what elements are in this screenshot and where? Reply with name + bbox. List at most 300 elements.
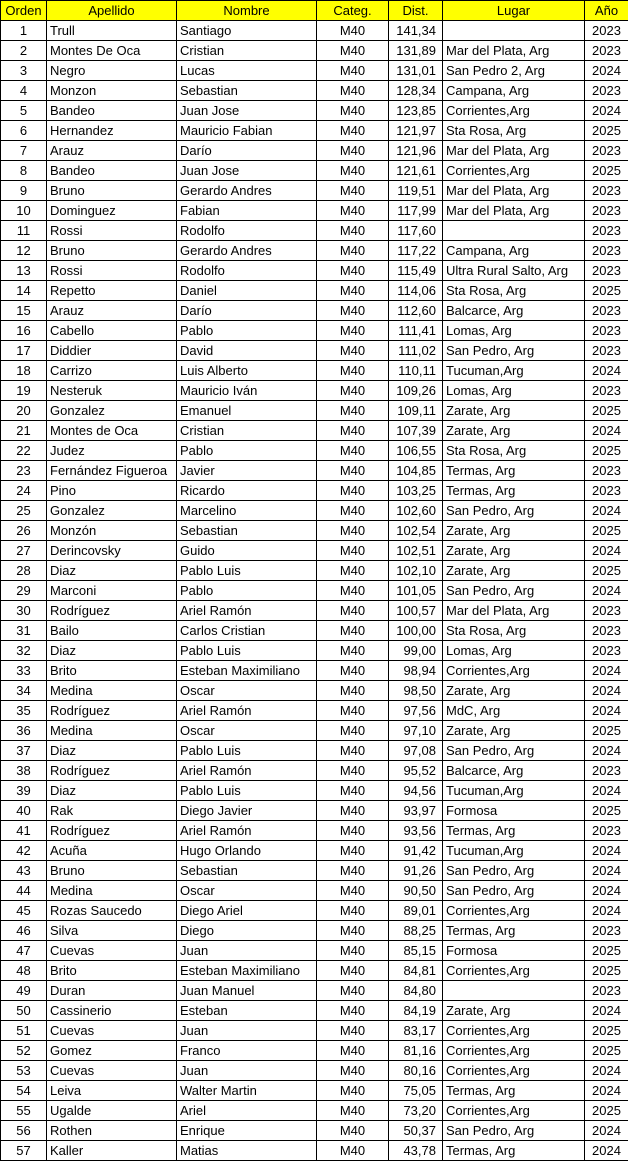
cell-orden: 31 [1, 621, 47, 641]
cell-lugar: Corrientes,Arg [443, 1061, 585, 1081]
cell-categ: M40 [317, 821, 389, 841]
cell-lugar: San Pedro, Arg [443, 501, 585, 521]
cell-anio: 2025 [585, 941, 628, 961]
cell-anio: 2023 [585, 201, 628, 221]
cell-anio: 2025 [585, 441, 628, 461]
cell-dist: 110,11 [389, 361, 443, 381]
cell-lugar: Balcarce, Arg [443, 301, 585, 321]
table-row [1, 761, 628, 781]
cell-nombre: Esteban [177, 1001, 317, 1021]
cell-apellido: Diaz [47, 641, 177, 661]
cell-dist: 75,05 [389, 1081, 443, 1101]
cell-apellido: Medina [47, 881, 177, 901]
table-row [1, 421, 628, 441]
cell-orden: 11 [1, 221, 47, 241]
cell-anio: 2024 [585, 541, 628, 561]
table-row [1, 21, 628, 41]
cell-apellido: Rodríguez [47, 761, 177, 781]
cell-categ: M40 [317, 561, 389, 581]
cell-lugar: Campana, Arg [443, 241, 585, 261]
cell-anio: 2023 [585, 141, 628, 161]
cell-apellido: Dominguez [47, 201, 177, 221]
cell-apellido: Brito [47, 961, 177, 981]
cell-lugar: Mar del Plata, Arg [443, 601, 585, 621]
cell-apellido: Medina [47, 681, 177, 701]
cell-orden: 3 [1, 61, 47, 81]
cell-apellido: Rossi [47, 221, 177, 241]
cell-nombre: Darío [177, 301, 317, 321]
table-row [1, 1141, 628, 1161]
cell-anio: 2023 [585, 41, 628, 61]
cell-lugar: Corrientes,Arg [443, 961, 585, 981]
cell-dist: 84,80 [389, 981, 443, 1001]
cell-lugar: Corrientes,Arg [443, 161, 585, 181]
table-row [1, 661, 628, 681]
cell-categ: M40 [317, 241, 389, 261]
cell-lugar: Termas, Arg [443, 481, 585, 501]
cell-nombre: Carlos Cristian [177, 621, 317, 641]
table-row [1, 321, 628, 341]
cell-dist: 97,10 [389, 721, 443, 741]
cell-anio: 2025 [585, 801, 628, 821]
table-row [1, 681, 628, 701]
cell-categ: M40 [317, 621, 389, 641]
cell-lugar: Ultra Rural Salto, Arg [443, 261, 585, 281]
cell-categ: M40 [317, 181, 389, 201]
cell-anio: 2024 [585, 1061, 628, 1081]
cell-nombre: Emanuel [177, 401, 317, 421]
cell-dist: 90,50 [389, 881, 443, 901]
cell-lugar [443, 21, 585, 41]
table-row [1, 361, 628, 381]
cell-anio: 2024 [585, 101, 628, 121]
table-row [1, 701, 628, 721]
cell-dist: 83,17 [389, 1021, 443, 1041]
cell-nombre: Oscar [177, 681, 317, 701]
cell-lugar: Lomas, Arg [443, 641, 585, 661]
table-row [1, 921, 628, 941]
cell-orden: 14 [1, 281, 47, 301]
cell-lugar: San Pedro, Arg [443, 741, 585, 761]
cell-dist: 84,81 [389, 961, 443, 981]
cell-categ: M40 [317, 541, 389, 561]
cell-orden: 21 [1, 421, 47, 441]
table-row [1, 1041, 628, 1061]
cell-anio: 2024 [585, 1141, 628, 1161]
cell-apellido: Rothen [47, 1121, 177, 1141]
cell-orden: 23 [1, 461, 47, 481]
table-row [1, 841, 628, 861]
cell-orden: 47 [1, 941, 47, 961]
cell-categ: M40 [317, 1141, 389, 1161]
cell-lugar: Sta Rosa, Arg [443, 121, 585, 141]
cell-apellido: Cuevas [47, 1021, 177, 1041]
cell-apellido: Cuevas [47, 941, 177, 961]
cell-dist: 100,57 [389, 601, 443, 621]
cell-dist: 43,78 [389, 1141, 443, 1161]
cell-lugar: Zarate, Arg [443, 401, 585, 421]
cell-categ: M40 [317, 501, 389, 521]
cell-orden: 2 [1, 41, 47, 61]
cell-apellido: Gomez [47, 1041, 177, 1061]
cell-anio: 2024 [585, 421, 628, 441]
cell-categ: M40 [317, 521, 389, 541]
cell-lugar: Corrientes,Arg [443, 101, 585, 121]
cell-lugar: San Pedro, Arg [443, 861, 585, 881]
cell-nombre: Pablo [177, 441, 317, 461]
cell-nombre: Diego Javier [177, 801, 317, 821]
header-dist: Dist. [389, 1, 443, 21]
table-row [1, 41, 628, 61]
cell-lugar: Zarate, Arg [443, 1001, 585, 1021]
cell-apellido: Montes De Oca [47, 41, 177, 61]
cell-apellido: Acuña [47, 841, 177, 861]
cell-categ: M40 [317, 581, 389, 601]
cell-orden: 33 [1, 661, 47, 681]
cell-lugar: Termas, Arg [443, 1141, 585, 1161]
table-row [1, 301, 628, 321]
cell-nombre: Pablo Luis [177, 561, 317, 581]
cell-anio: 2023 [585, 341, 628, 361]
cell-lugar: Mar del Plata, Arg [443, 201, 585, 221]
cell-dist: 93,97 [389, 801, 443, 821]
cell-categ: M40 [317, 381, 389, 401]
cell-categ: M40 [317, 101, 389, 121]
cell-apellido: Cassinerio [47, 1001, 177, 1021]
cell-nombre: Juan Jose [177, 101, 317, 121]
cell-categ: M40 [317, 321, 389, 341]
cell-nombre: Cristian [177, 421, 317, 441]
cell-orden: 19 [1, 381, 47, 401]
cell-anio: 2025 [585, 1041, 628, 1061]
cell-apellido: Pino [47, 481, 177, 501]
cell-lugar: Zarate, Arg [443, 541, 585, 561]
cell-apellido: Diaz [47, 561, 177, 581]
cell-nombre: Ariel Ramón [177, 601, 317, 621]
cell-categ: M40 [317, 281, 389, 301]
cell-nombre: Juan [177, 941, 317, 961]
cell-anio: 2025 [585, 161, 628, 181]
cell-lugar: Formosa [443, 941, 585, 961]
cell-categ: M40 [317, 461, 389, 481]
cell-dist: 115,49 [389, 261, 443, 281]
cell-orden: 20 [1, 401, 47, 421]
table-row [1, 641, 628, 661]
cell-lugar: MdC, Arg [443, 701, 585, 721]
cell-nombre: Franco [177, 1041, 317, 1061]
cell-dist: 98,94 [389, 661, 443, 681]
cell-apellido: Rossi [47, 261, 177, 281]
cell-orden: 40 [1, 801, 47, 821]
table-row [1, 1001, 628, 1021]
table-row [1, 721, 628, 741]
cell-apellido: Diaz [47, 781, 177, 801]
cell-apellido: Arauz [47, 141, 177, 161]
cell-categ: M40 [317, 61, 389, 81]
cell-anio: 2023 [585, 81, 628, 101]
cell-dist: 98,50 [389, 681, 443, 701]
cell-apellido: Bruno [47, 861, 177, 881]
cell-orden: 54 [1, 1081, 47, 1101]
cell-categ: M40 [317, 401, 389, 421]
table-row [1, 541, 628, 561]
cell-dist: 103,25 [389, 481, 443, 501]
cell-dist: 99,00 [389, 641, 443, 661]
cell-categ: M40 [317, 801, 389, 821]
cell-anio: 2023 [585, 381, 628, 401]
cell-dist: 123,85 [389, 101, 443, 121]
cell-dist: 131,89 [389, 41, 443, 61]
cell-lugar: Termas, Arg [443, 1081, 585, 1101]
cell-categ: M40 [317, 221, 389, 241]
cell-dist: 117,99 [389, 201, 443, 221]
cell-categ: M40 [317, 641, 389, 661]
cell-nombre: Pablo Luis [177, 741, 317, 761]
cell-anio: 2023 [585, 981, 628, 1001]
cell-categ: M40 [317, 741, 389, 761]
cell-dist: 84,19 [389, 1001, 443, 1021]
table-header [1, 1, 628, 21]
cell-orden: 53 [1, 1061, 47, 1081]
table-row [1, 1061, 628, 1081]
cell-anio: 2024 [585, 361, 628, 381]
cell-apellido: Bruno [47, 181, 177, 201]
cell-nombre: Pablo [177, 321, 317, 341]
table-row [1, 1121, 628, 1141]
table-row [1, 1101, 628, 1121]
cell-dist: 141,34 [389, 21, 443, 41]
cell-lugar: San Pedro, Arg [443, 581, 585, 601]
table-row [1, 481, 628, 501]
table-body [1, 21, 628, 1161]
cell-categ: M40 [317, 161, 389, 181]
cell-nombre: Santiago [177, 21, 317, 41]
cell-nombre: Gerardo Andres [177, 241, 317, 261]
cell-anio: 2023 [585, 621, 628, 641]
cell-categ: M40 [317, 21, 389, 41]
cell-anio: 2023 [585, 221, 628, 241]
cell-orden: 50 [1, 1001, 47, 1021]
cell-nombre: Pablo Luis [177, 641, 317, 661]
header-anio: Año [585, 1, 628, 21]
table-row [1, 401, 628, 421]
cell-orden: 12 [1, 241, 47, 261]
header-row [1, 1, 628, 21]
cell-dist: 80,16 [389, 1061, 443, 1081]
cell-dist: 91,26 [389, 861, 443, 881]
cell-dist: 73,20 [389, 1101, 443, 1121]
cell-apellido: Carrizo [47, 361, 177, 381]
cell-anio: 2023 [585, 241, 628, 261]
cell-nombre: Matias [177, 1141, 317, 1161]
table-row [1, 621, 628, 641]
cell-categ: M40 [317, 481, 389, 501]
cell-lugar: Corrientes,Arg [443, 901, 585, 921]
header-categ: Categ. [317, 1, 389, 21]
table-row [1, 161, 628, 181]
cell-lugar: Corrientes,Arg [443, 1101, 585, 1121]
cell-dist: 109,11 [389, 401, 443, 421]
cell-orden: 44 [1, 881, 47, 901]
cell-anio: 2023 [585, 461, 628, 481]
table-row [1, 861, 628, 881]
cell-lugar: Corrientes,Arg [443, 1041, 585, 1061]
cell-apellido: Trull [47, 21, 177, 41]
table-row [1, 981, 628, 1001]
cell-categ: M40 [317, 1121, 389, 1141]
cell-anio: 2024 [585, 1121, 628, 1141]
table-row [1, 801, 628, 821]
cell-categ: M40 [317, 1101, 389, 1121]
cell-anio: 2025 [585, 281, 628, 301]
cell-nombre: Esteban Maximiliano [177, 961, 317, 981]
cell-orden: 35 [1, 701, 47, 721]
cell-anio: 2023 [585, 261, 628, 281]
cell-lugar: Termas, Arg [443, 921, 585, 941]
header-nombre: Nombre [177, 1, 317, 21]
cell-orden: 56 [1, 1121, 47, 1141]
cell-orden: 24 [1, 481, 47, 501]
table-row [1, 901, 628, 921]
cell-orden: 37 [1, 741, 47, 761]
cell-anio: 2023 [585, 821, 628, 841]
cell-apellido: Rodríguez [47, 821, 177, 841]
cell-lugar: Termas, Arg [443, 821, 585, 841]
cell-anio: 2023 [585, 921, 628, 941]
table-row [1, 121, 628, 141]
table-row [1, 941, 628, 961]
table-row [1, 221, 628, 241]
cell-apellido: Leiva [47, 1081, 177, 1101]
cell-dist: 100,00 [389, 621, 443, 641]
cell-nombre: Esteban Maximiliano [177, 661, 317, 681]
cell-dist: 121,61 [389, 161, 443, 181]
table-row [1, 61, 628, 81]
cell-nombre: Rodolfo [177, 221, 317, 241]
cell-nombre: Oscar [177, 881, 317, 901]
cell-anio: 2025 [585, 961, 628, 981]
cell-nombre: Rodolfo [177, 261, 317, 281]
table-row [1, 501, 628, 521]
cell-lugar: San Pedro, Arg [443, 881, 585, 901]
cell-anio: 2025 [585, 121, 628, 141]
cell-orden: 30 [1, 601, 47, 621]
cell-categ: M40 [317, 881, 389, 901]
cell-categ: M40 [317, 861, 389, 881]
cell-categ: M40 [317, 141, 389, 161]
table-row [1, 141, 628, 161]
cell-categ: M40 [317, 761, 389, 781]
cell-lugar: Campana, Arg [443, 81, 585, 101]
cell-nombre: Ariel Ramón [177, 701, 317, 721]
cell-orden: 41 [1, 821, 47, 841]
cell-anio: 2023 [585, 301, 628, 321]
table-row [1, 341, 628, 361]
cell-dist: 114,06 [389, 281, 443, 301]
cell-orden: 48 [1, 961, 47, 981]
cell-lugar: Tucuman,Arg [443, 781, 585, 801]
cell-anio: 2024 [585, 61, 628, 81]
table-row [1, 261, 628, 281]
cell-lugar: Mar del Plata, Arg [443, 181, 585, 201]
cell-orden: 27 [1, 541, 47, 561]
cell-categ: M40 [317, 81, 389, 101]
cell-orden: 22 [1, 441, 47, 461]
cell-orden: 9 [1, 181, 47, 201]
cell-dist: 88,25 [389, 921, 443, 941]
cell-apellido: Montes de Oca [47, 421, 177, 441]
cell-apellido: Derincovsky [47, 541, 177, 561]
cell-apellido: Fernández Figueroa [47, 461, 177, 481]
cell-apellido: Medina [47, 721, 177, 741]
cell-categ: M40 [317, 961, 389, 981]
cell-apellido: Bandeo [47, 161, 177, 181]
cell-apellido: Duran [47, 981, 177, 1001]
cell-apellido: Rodríguez [47, 701, 177, 721]
cell-dist: 102,51 [389, 541, 443, 561]
cell-categ: M40 [317, 41, 389, 61]
cell-apellido: Repetto [47, 281, 177, 301]
cell-nombre: David [177, 341, 317, 361]
cell-lugar: Zarate, Arg [443, 521, 585, 541]
cell-apellido: Monzon [47, 81, 177, 101]
table-row [1, 781, 628, 801]
cell-categ: M40 [317, 201, 389, 221]
cell-categ: M40 [317, 921, 389, 941]
cell-nombre: Juan [177, 1021, 317, 1041]
cell-dist: 112,60 [389, 301, 443, 321]
cell-dist: 111,02 [389, 341, 443, 361]
cell-categ: M40 [317, 661, 389, 681]
cell-orden: 7 [1, 141, 47, 161]
cell-nombre: Cristian [177, 41, 317, 61]
cell-categ: M40 [317, 941, 389, 961]
cell-apellido: Diddier [47, 341, 177, 361]
table-row [1, 821, 628, 841]
cell-categ: M40 [317, 981, 389, 1001]
cell-dist: 121,97 [389, 121, 443, 141]
cell-orden: 42 [1, 841, 47, 861]
cell-nombre: Pablo Luis [177, 781, 317, 801]
header-apellido: Apellido [47, 1, 177, 21]
cell-orden: 6 [1, 121, 47, 141]
cell-lugar: San Pedro 2, Arg [443, 61, 585, 81]
cell-orden: 25 [1, 501, 47, 521]
cell-apellido: Rodríguez [47, 601, 177, 621]
cell-dist: 102,10 [389, 561, 443, 581]
cell-dist: 95,52 [389, 761, 443, 781]
cell-categ: M40 [317, 261, 389, 281]
table-row [1, 521, 628, 541]
cell-categ: M40 [317, 701, 389, 721]
cell-nombre: Ariel Ramón [177, 761, 317, 781]
cell-categ: M40 [317, 781, 389, 801]
cell-dist: 109,26 [389, 381, 443, 401]
cell-apellido: Bruno [47, 241, 177, 261]
cell-nombre: Ricardo [177, 481, 317, 501]
cell-nombre: Sebastian [177, 81, 317, 101]
cell-orden: 57 [1, 1141, 47, 1161]
cell-categ: M40 [317, 1081, 389, 1101]
cell-apellido: Negro [47, 61, 177, 81]
cell-lugar: Lomas, Arg [443, 381, 585, 401]
table-row [1, 881, 628, 901]
cell-lugar: Mar del Plata, Arg [443, 141, 585, 161]
table-row [1, 181, 628, 201]
cell-orden: 1 [1, 21, 47, 41]
cell-dist: 89,01 [389, 901, 443, 921]
cell-anio: 2024 [585, 701, 628, 721]
